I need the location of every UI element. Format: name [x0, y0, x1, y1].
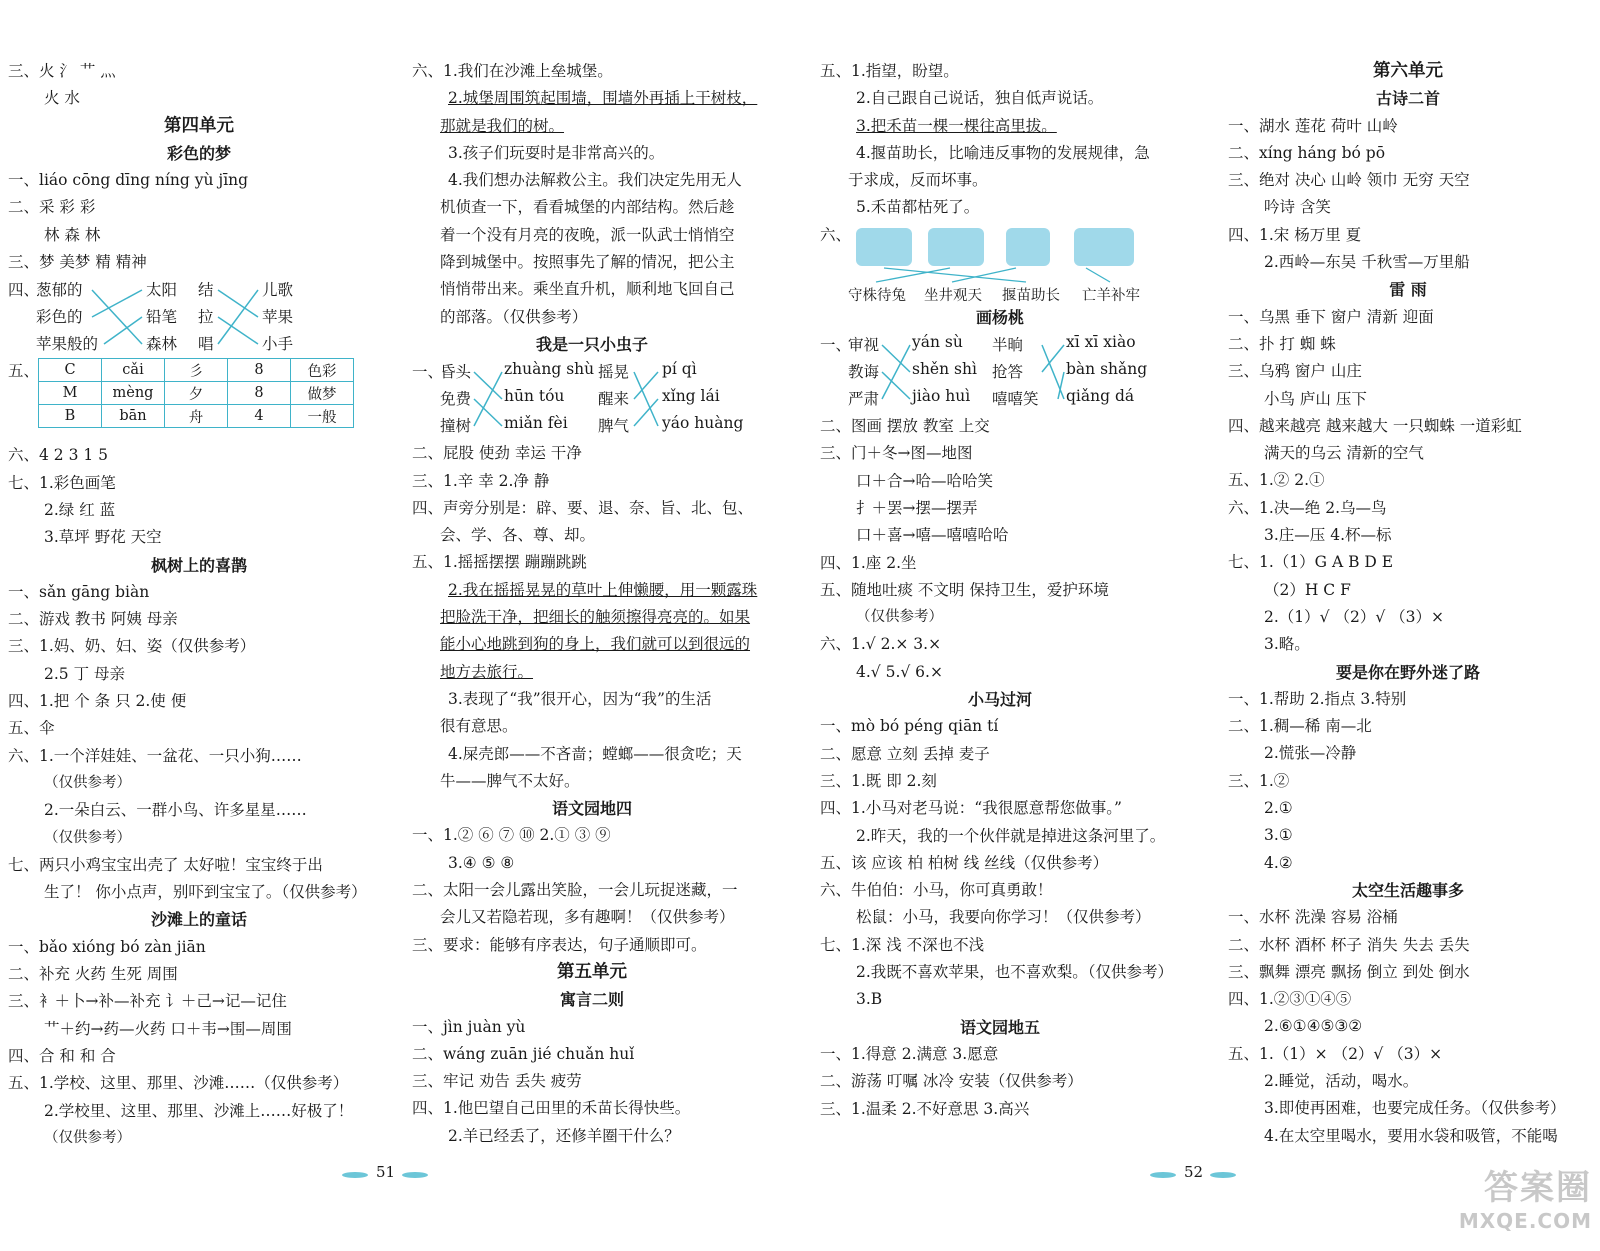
char-table — [38, 358, 354, 428]
answer-line: 二、游戏 教书 阿姨 母亲 — [8, 610, 178, 629]
answer-line: 四、1.座 2.坐 — [820, 553, 917, 572]
lesson-title: 枫树上的喜鹊 — [150, 555, 247, 575]
wave-decoration — [1150, 1172, 1176, 1178]
wave-decoration — [1210, 1172, 1236, 1178]
match-item: 免费 — [440, 390, 472, 409]
match-item: 苹果 — [262, 308, 294, 327]
answer-line: 口＋喜→嘻—嘻嘻哈哈 — [856, 526, 1009, 545]
answer-line: 五、伞 — [8, 719, 55, 738]
answer-line: 六、4 2 3 1 5 — [8, 446, 109, 465]
answer-line: 3.略。 — [1264, 635, 1310, 654]
idiom-matching: 六、 守株待兔 坐井观天 揠苗助长 亡羊补牢 — [820, 222, 1180, 304]
page-number: 52 — [1184, 1163, 1204, 1181]
answer-line: 五、该 应该 柏 柏树 线 丝线（仅供参考） — [820, 853, 1109, 872]
answer-line: 二、1.稠—稀 南—北 — [1228, 717, 1372, 736]
answer-line: 二、扑 打 蜘 蛛 — [1228, 334, 1336, 353]
answer-line: 一、乌黑 垂下 窗户 清新 迎面 — [1228, 307, 1434, 326]
idiom-label: 揠苗助长 — [1002, 287, 1060, 304]
answer-line: 三、1.温柔 2.不好意思 3.高兴 — [820, 1099, 1030, 1118]
match-item: jiào huì — [912, 387, 971, 406]
answer-line: 三、绝对 决心 山岭 领巾 无穷 天空 — [1228, 171, 1470, 190]
answer-line: 七、1.深 浅 不深也不浅 — [820, 935, 985, 954]
answer-line: 七、1.（1）G A B D E — [1228, 553, 1394, 572]
column-2 — [412, 58, 772, 1150]
answer-line: 3.孩子们玩耍时是非常高兴的。 — [448, 143, 665, 162]
answer-line: 那就是我们的树。 — [440, 116, 565, 135]
answer-line: 三、飘舞 漂亮 飘扬 倒立 到处 倒水 — [1228, 962, 1470, 981]
answer-line: 一、bǎo xióng bó zàn jiān — [8, 937, 206, 956]
match-item: 摇晃 — [598, 363, 630, 382]
answer-line: 一、sǎn gāng biàn — [8, 582, 150, 601]
answer-line: 三、火 氵 艹 灬 — [8, 62, 116, 80]
answer-line: 2.5 丁 母亲 — [44, 664, 126, 683]
answer-line: 一、mò bó péng qiān tí — [820, 717, 999, 736]
answer-line: 2.西岭—东吴 千秋雪—万里船 — [1264, 253, 1470, 272]
answer-line: 六、1.一个洋娃娃、一盆花、一只小狗…… — [8, 746, 302, 765]
answer-line: 三、梦 美梦 精 精神 — [8, 253, 147, 272]
lesson-title: 古诗二首 — [1375, 89, 1440, 109]
answer-line: 三、1.既 即 2.刻 — [820, 771, 937, 790]
match-lines — [820, 222, 1150, 304]
match-item: 彩色的 — [36, 308, 83, 327]
answer-line: 3.B — [856, 990, 883, 1009]
match-item: yán sù — [912, 333, 963, 352]
match-item: xǐng lái — [662, 387, 720, 406]
answer-line: 一、jìn juàn yù — [412, 1017, 526, 1036]
answer-line: 五、1.（1）× （2）√ （3）× — [1228, 1044, 1443, 1063]
match-item: 半晌 — [992, 336, 1024, 355]
column-4 — [1228, 58, 1588, 1150]
match-item: 醒来 — [598, 390, 630, 409]
answer-line: 五、1.摇摇摆摆 蹦蹦跳跳 — [412, 553, 587, 572]
lesson-title: 沙滩上的童话 — [150, 910, 247, 930]
answer-line: 二、xíng háng bó pō — [1228, 143, 1386, 162]
answer-line: 一、湖水 莲花 荷叶 山岭 — [1228, 116, 1398, 135]
match-item: 小手 — [262, 335, 294, 354]
matching-exercise: 四、 葱郁的 太阳 结 儿歌 彩色的 铅笔 拉 苹果 苹果般的 森林 唱 小手 — [8, 276, 390, 358]
answer-line: 2.我在摇摇晃晃的草叶上伸懒腰，用一颗露珠 — [448, 580, 758, 599]
answer-line: 地方去旅行。 — [440, 662, 534, 681]
answer-line: 3.① — [1264, 826, 1293, 845]
answer-line: 扌＋罢→摆—摆弄 — [856, 498, 978, 517]
answer-line: 5.禾苗都枯死了。 — [856, 198, 980, 217]
idiom-label: 坐井观天 — [924, 287, 982, 304]
lesson-title: 要是你在野外迷了路 — [1335, 662, 1480, 682]
lesson-title: 小马过河 — [967, 690, 1032, 710]
answer-line: 二、屁股 使劲 幸运 干净 — [412, 444, 582, 463]
answer-line: 机侦查一下，看看城堡的内部结构。然后趁 — [440, 198, 735, 217]
answer-line: 2.一朵白云、一群小鸟、许多星星…… — [44, 801, 307, 820]
answer-line: 2.绿 红 蓝 — [44, 500, 116, 519]
answer-line: 二、wáng zuān jié chuǎn huǐ — [412, 1044, 635, 1063]
watermark — [1459, 1160, 1592, 1233]
answer-line: 一、1.得意 2.满意 3.愿意 — [820, 1044, 999, 1063]
answer-line: 口＋合→哈—哈哈笑 — [856, 471, 993, 490]
answer-line: 4.我们想办法解救公主。我们决定先用无人 — [448, 171, 742, 190]
unit-title: 第四单元 — [164, 115, 234, 136]
answer-line: 2.羊已经丢了，还修羊圈干什么？ — [448, 1126, 680, 1145]
answer-line: 四、1.宋 杨万里 夏 — [1228, 225, 1362, 244]
lesson-title: 画杨桃 — [975, 307, 1024, 327]
match-item: 教诲 — [848, 363, 880, 382]
answer-line: 五、1.② 2.① — [1228, 471, 1325, 490]
answer-line: 四、合 和 和 合 — [8, 1046, 116, 1065]
watermark-logo: 答案圈 — [1484, 1168, 1592, 1208]
answer-line: 降到城堡中。按照事先了解的情况，把公主 — [440, 253, 735, 272]
answer-line: 吟诗 含笑 — [1264, 198, 1331, 217]
match-item: pí qì — [662, 360, 697, 379]
answer-line: 2.⑥①④⑤③② — [1264, 1017, 1363, 1036]
lesson-title: 我是一只小虫子 — [535, 334, 648, 354]
answer-line: 六、1.决—绝 2.乌—鸟 — [1228, 498, 1387, 517]
answer-line: 四、越来越亮 越来越大 一只蜘蛛 一道彩虹 — [1228, 416, 1522, 435]
lesson-title: 彩色的梦 — [166, 143, 231, 163]
matching-exercise: 一、 审视 yán sù 半晌 xī xī xiào 教诲 shěn shì 抢答 bàn shǎng 严肃 jiào huì 嘻嘻笑 qiǎng dá — [820, 331, 1180, 413]
answer-line: 四、1.他巴望自己田里的禾苗长得快些。 — [412, 1099, 691, 1118]
answer-line: 六、牛伯伯：小马，你可真勇敢！ — [820, 881, 1053, 900]
match-item: 撞树 — [440, 417, 472, 436]
answer-line: 3.即使再困难，也要完成任务。（仅供参考） — [1264, 1099, 1566, 1118]
answer-line: 一、liáo cōng dīng níng yù jīng — [8, 171, 249, 190]
answer-line: 2.城堡周围筑起围墙，围墙外再插上干树枝， — [448, 89, 758, 108]
wave-decoration — [342, 1172, 368, 1178]
lesson-title: 雷 雨 — [1389, 280, 1427, 300]
answer-line: 悄悄带出来。乘坐直升机，顺利地飞回自己 — [440, 280, 735, 299]
answer-line: 三、衤＋卜→补—补充 讠＋己→记—记住 — [8, 992, 287, 1011]
lesson-title: 语文园地四 — [551, 799, 632, 819]
answer-line: 满天的乌云 清新的空气 — [1264, 444, 1424, 463]
answer-line: 2.我既不喜欢苹果，也不喜欢梨。（仅供参考） — [856, 963, 1174, 982]
idiom-label: 亡羊补牢 — [1082, 287, 1140, 304]
answer-line: 三、1.辛 幸 2.净 静 — [412, 471, 550, 490]
answer-line: （2）H C F — [1264, 580, 1351, 599]
answer-line: 2.① — [1264, 799, 1293, 818]
answer-line: 四、声旁分别是：辟、要、退、奈、旨、北、包、 — [412, 498, 754, 517]
answer-line: 3.庄—压 4.杯—标 — [1264, 526, 1392, 545]
lesson-title: 语文园地五 — [959, 1017, 1040, 1037]
answer-line: 2.睡觉，活动，喝水。 — [1264, 1071, 1419, 1090]
answer-line: 松鼠：小马，我要向你学习！（仅供参考） — [856, 908, 1151, 927]
match-item: 葱郁的 — [36, 281, 83, 300]
answer-line: 4.② — [1264, 853, 1293, 872]
match-item: 审视 — [848, 336, 880, 355]
answer-line: 三、门＋冬→图—地图 — [820, 444, 973, 463]
answer-line: 3.④ ⑤ ⑧ — [448, 853, 515, 872]
wave-decoration — [402, 1172, 428, 1178]
match-item: 儿歌 — [262, 281, 294, 300]
answer-line: 一、1.帮助 2.指点 3.特别 — [1228, 689, 1407, 708]
match-item: yáo huàng — [662, 414, 744, 433]
answer-line: 很有意思。 — [440, 717, 518, 736]
match-lines — [820, 331, 1150, 413]
answer-line: 艹＋约→药—火药 口＋韦→围—周围 — [44, 1019, 292, 1038]
answer-line: 2.学校里、这里、那里、沙滩上……好极了！ — [44, 1101, 354, 1120]
answer-line: 四、1.小马对老马说：“我很愿意帮您做事。” — [820, 799, 1122, 818]
match-item: xī xī xiào — [1066, 333, 1136, 352]
answer-line: 二、图画 摆放 教室 上交 — [820, 417, 990, 436]
answer-line: 二、水杯 酒杯 杯子 消失 失去 丢失 — [1228, 935, 1470, 954]
answer-line: 四、1.②③①④⑤ — [1228, 990, 1352, 1009]
table-row: C cǎi 彡 8 色彩 — [39, 359, 354, 382]
page-number: 51 — [376, 1163, 396, 1181]
match-item: 嘻嘻笑 — [992, 390, 1039, 409]
answer-line: 五、1.学校、这里、那里、沙滩……（仅供参考） — [8, 1074, 349, 1093]
answer-line: 三、1.② — [1228, 771, 1290, 790]
answer-line: 火 水 — [44, 89, 80, 108]
answer-line: 六、1.√ 2.× 3.× — [820, 635, 942, 654]
answer-line: 3.草坪 野花 天空 — [44, 528, 162, 547]
char-table-block: 五、 C cǎi 彡 8 色彩 M mèng 夕 8 做梦 B bān 舟 4 一般 — [8, 358, 390, 442]
match-item: hūn tóu — [504, 387, 565, 406]
table-row: B bān 舟 4 一般 — [39, 405, 354, 428]
match-item: qiǎng dá — [1066, 387, 1135, 406]
answer-line: 二、愿意 立刻 丢掉 麦子 — [820, 744, 990, 763]
answer-line: 二、补充 火药 生死 周围 — [8, 965, 178, 984]
match-lines — [8, 276, 308, 358]
answer-line: 会儿又若隐若现，多有趣啊！（仅供参考） — [440, 908, 735, 927]
answer-line: 二、采 彩 彩 — [8, 198, 96, 217]
answer-line: 六、1.我们在沙滩上垒城堡。 — [412, 62, 613, 80]
answer-line: 会、学、各、尊、却。 — [440, 526, 596, 545]
answer-line: 二、游荡 叮嘱 冰冷 安装（仅供参考） — [820, 1072, 1083, 1091]
answer-line: 五、随地吐痰 不文明 保持卫生，爱护环境 — [820, 580, 1109, 599]
answer-line: 牛——脾气不太好。 — [440, 771, 580, 790]
answer-line: 3.表现了“我”很开心，因为“我”的生活 — [448, 689, 712, 708]
answer-line: （仅供参考） — [44, 1129, 131, 1146]
lesson-title: 寓言二则 — [559, 990, 624, 1010]
match-item: 太阳 — [146, 281, 178, 300]
answer-line: 七、两只小鸡宝宝出壳了 太好啦！宝宝终于出 — [8, 855, 323, 874]
answer-line: （仅供参考） — [44, 774, 131, 791]
column-3 — [820, 58, 1180, 1123]
answer-line: 小鸟 庐山 压下 — [1264, 389, 1367, 408]
answer-line: 二、太阳一会儿露出笑脸，一会儿玩捉迷藏，一 — [412, 881, 738, 900]
answer-line: 三、1.妈、奶、妇、姿（仅供参考） — [8, 637, 256, 656]
answer-line: 2.自己跟自己说话，独自低声说话。 — [856, 89, 1104, 108]
match-item: bàn shǎng — [1066, 360, 1148, 379]
table-row: M mèng 夕 8 做梦 — [39, 382, 354, 405]
answer-line: 2.昨天，我的一个伙伴就是掉进这条河里了。 — [856, 826, 1166, 845]
match-item: 抢答 — [992, 363, 1024, 382]
match-item: 严肃 — [848, 390, 880, 409]
answer-line: （仅供参考） — [856, 609, 943, 626]
unit-title: 第六单元 — [1373, 61, 1443, 81]
answer-line: 三、牢记 劝告 丢失 疲劳 — [412, 1072, 582, 1091]
match-item: zhuàng shù — [504, 360, 595, 379]
answer-line: 4.屎壳郎——不吝啬；螳螂——很贪吃；天 — [448, 744, 742, 763]
match-item: 苹果般的 — [36, 335, 99, 354]
column-1 — [8, 58, 390, 1152]
unit-title: 第五单元 — [557, 961, 627, 982]
answer-line: 四、1.把 个 条 只 2.使 便 — [8, 692, 187, 711]
answer-line: 着一个没有月亮的夜晚，派一队武士悄悄空 — [440, 225, 735, 244]
answer-line: 七、1.彩色画笔 — [8, 473, 116, 492]
answer-line: 生了！ 你小点声，别吓到宝宝了。（仅供参考） — [44, 883, 367, 902]
answer-line: 4.在太空里喝水，要用水袋和吸管，不能喝 — [1264, 1126, 1558, 1145]
match-item: miǎn fèi — [504, 414, 568, 433]
match-item: 铅笔 — [146, 308, 178, 327]
answer-line: 2.慌张—冷静 — [1264, 744, 1357, 763]
answer-line: （仅供参考） — [44, 829, 131, 846]
match-item: 拉 — [198, 308, 214, 327]
watermark-url: MXQE.COM — [1458, 1209, 1592, 1233]
answer-line: 林 森 林 — [44, 225, 101, 244]
answer-line: 4.揠苗助长，比喻违反事物的发展规律，急 — [856, 143, 1150, 162]
answer-line: 2.（1）√ （2）√ （3）× — [1264, 607, 1444, 626]
answer-line: 三、乌鸦 窗户 山庄 — [1228, 362, 1362, 381]
idiom-label: 守株待兔 — [848, 287, 906, 304]
answer-line: 3.把禾苗一棵一棵往高里拔。 — [856, 116, 1057, 135]
answer-line: 的部落。（仅供参考） — [440, 307, 588, 326]
answer-line: 一、1.② ⑥ ⑦ ⑩ 2.① ③ ⑨ — [412, 826, 611, 845]
match-item: shěn shì — [912, 360, 977, 379]
match-item: 唱 — [198, 335, 214, 354]
match-item: 脾气 — [598, 417, 630, 436]
answer-line: 能小心地跳到狗的身上，我们就可以到很远的 — [440, 635, 751, 654]
answer-line: 一、水杯 洗澡 容易 浴桶 — [1228, 908, 1398, 927]
page-fold — [800, 0, 801, 1251]
answer-line: 三、要求：能够有序表达，句子通顺即可。 — [412, 935, 707, 954]
answer-line: 五、1.指望，盼望。 — [820, 62, 959, 80]
lesson-title: 太空生活趣事多 — [1351, 880, 1464, 900]
matching-exercise: 一、 昏头 zhuàng shù 摇晃 pí qì 免费 hūn tóu 醒来 xǐng lái 撞树 miǎn fèi 脾气 yáo huàng — [412, 358, 772, 440]
match-item: 昏头 — [440, 363, 472, 382]
match-lines — [412, 358, 732, 440]
match-item: 森林 — [146, 335, 178, 354]
answer-line: 于求成，反而坏事。 — [848, 171, 988, 190]
answer-line: 把脸洗干净，把细长的触须擦得亮亮的。如果 — [440, 608, 751, 627]
answer-line: 4.√ 5.√ 6.× — [856, 662, 943, 681]
match-item: 结 — [198, 281, 214, 300]
